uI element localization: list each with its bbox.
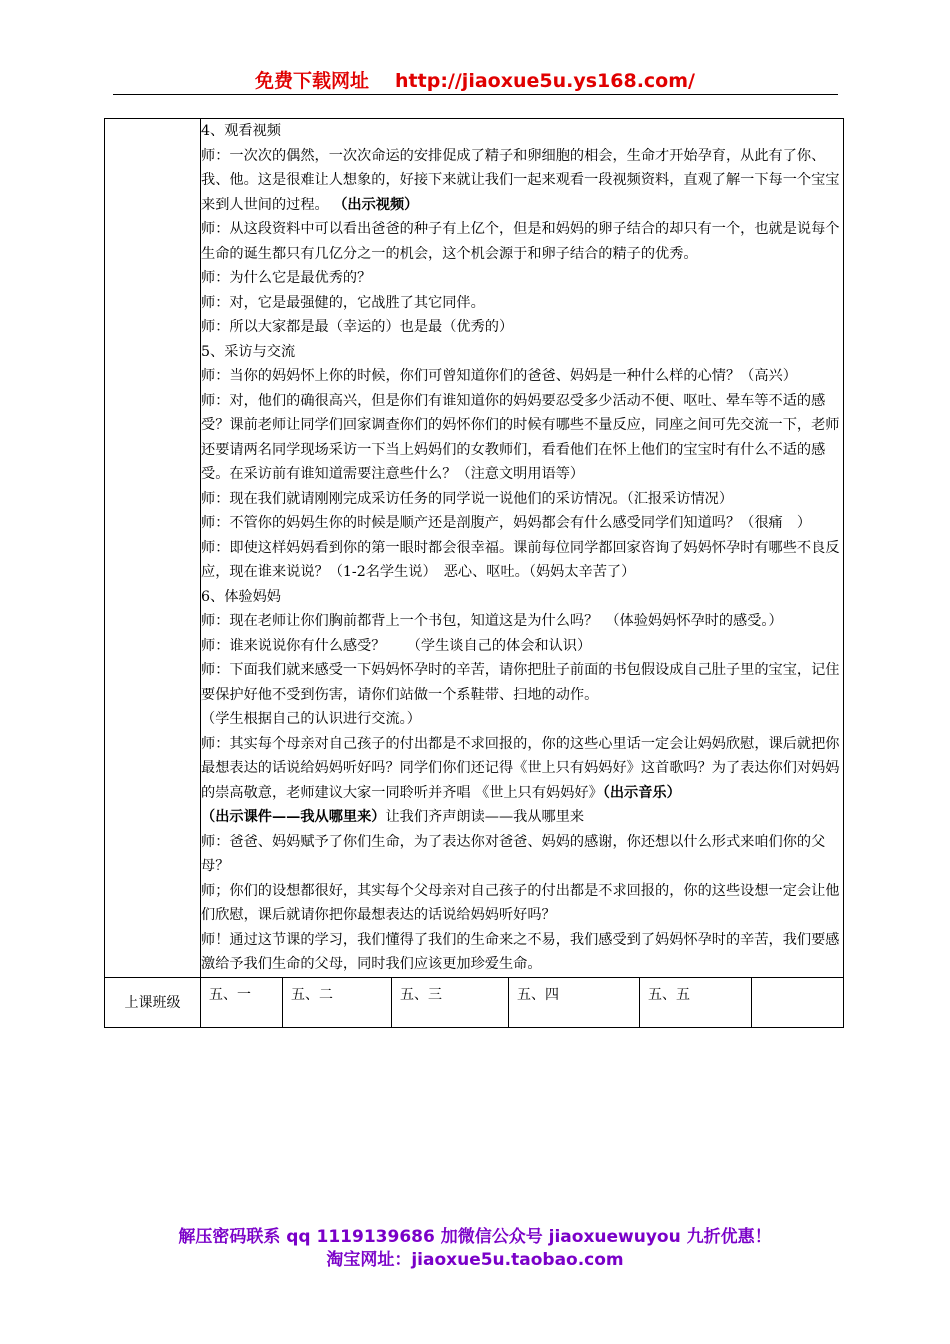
header-label: 免费下载网址	[255, 70, 370, 92]
content-row	[105, 119, 844, 978]
class-cell: 五、二	[283, 977, 392, 1027]
lesson-content	[201, 119, 844, 978]
class-cell: 五、五	[640, 977, 752, 1027]
paragraph: 师：一次次的偶然，一次次命运的安排促成了精子和卵细胞的相会，生命才开始孕育，从此有了你、我、他。这是很难让人想象的，好接下来就让我们一起来观看一段视频资料，直观了解一下每一个宝宝来到人世间的过程。 （出示视频）	[201, 147, 840, 213]
footer-shop-url[interactable]: 淘宝网址：jiaoxue5u.taobao.com	[326, 1250, 624, 1270]
paragraph: 师：对，它是最强健的，它战胜了其它同伴。	[201, 294, 485, 311]
page-header	[0, 66, 950, 93]
paragraph: 师：现在老师让你们胸前都背上一个书包，知道这是为什么吗？ （体验妈妈怀孕时的感受。）	[201, 613, 783, 629]
paragraph: 师；你们的设想都很好，其实每个父母亲对自己孩子的付出都是不求回报的，你的这些设想一定会让他们欣慰，课后就请你把你最想表达的话说给妈妈听好吗？	[201, 882, 840, 923]
section-heading: 4、观看视频	[201, 123, 281, 139]
paragraph: 师：即使这样妈妈看到你的第一眼时都会很幸福。课前每位同学都回家咨询了妈妈怀孕时有哪些不良反应，现在谁来说说？（1-2名学生说） 恶心、呕吐。（妈妈太辛苦了）	[201, 539, 840, 580]
paragraph: 师：爸爸、妈妈赋予了你们生命，为了表达你对爸爸、妈妈的感谢，你还想以什么形式来咱们你的父母？	[201, 833, 826, 874]
class-cell: 五、一	[201, 977, 283, 1027]
paragraph: 师：现在我们就请刚刚完成采访任务的同学说一说他们的采访情况。（汇报采访情况）	[201, 490, 734, 507]
section-heading: 6、体验妈妈	[201, 588, 281, 605]
paragraph: （学生根据自己的认识进行交流。）	[201, 711, 421, 727]
paragraph: 师：谁来说说你有什么感受？ （学生谈自己的体会和认识）	[201, 637, 592, 654]
section-heading: 5、采访与交流	[201, 343, 296, 360]
class-cell: 五、四	[509, 977, 640, 1027]
paragraph: 师：当你的妈妈怀上你的时候，你们可曾知道你们的爸爸、妈妈是一种什么样的心情？（高兴）	[201, 368, 797, 384]
class-cell: 五、三	[392, 977, 509, 1027]
paragraph: 师：下面我们就来感受一下妈妈怀孕时的辛苦，请你把肚子前面的书包假设成自己肚子里的宝宝，记住要保护好他不受到伤害，请你们站做一个系鞋带、扫地的动作。	[201, 662, 840, 703]
header-url[interactable]: http://jiaoxue5u.ys168.com/	[395, 70, 695, 92]
paragraph: 师：其实每个母亲对自己孩子的付出都是不求回报的，你的这些心里话一定会让妈妈欣慰，课后就把你最想表达的话说给妈妈听好吗？同学们你们还记得《世上只有妈妈好》这首歌吗？为了表达你们对妈妈的崇高敬意，老师建议大家一同聆听并齐唱 《世上只有妈妈好》（出示音乐）	[201, 735, 840, 801]
paragraph: 师！通过这节课的学习，我们懂得了我们的生命来之不易，我们感受到了妈妈怀孕时的辛苦，我们要感激给予我们生命的父母，同时我们应该更加珍爱生命。	[201, 931, 840, 972]
paragraph: 师：所以大家都是最（幸运的）也是最（优秀的）	[201, 319, 514, 335]
empty-label-cell	[105, 119, 201, 978]
paragraph: 师：为什么它是最优秀的？	[201, 270, 372, 286]
class-row	[105, 977, 844, 1027]
lesson-table	[104, 118, 844, 1028]
paragraph: （出示课件——我从哪里来）让我们齐声朗读——我从哪里来	[201, 809, 585, 825]
class-row-label: 上课班级	[105, 977, 201, 1027]
header-divider	[113, 94, 838, 95]
paragraph: 师：对，他们的确很高兴，但是你们有谁知道你的妈妈要忍受多少活动不便、呕吐、晕车等不适的感受？课前老师让同学们回家调查你们的妈怀你们的时候有哪些不量反应，同座之间可先交流一下，老师还要请两名同学现场采访一下当上妈妈们的女教师们，看看他们在怀上他们的宝宝时有什么不适的感受。在采访前有谁知道需要注意些什么？（注意文明用语等）	[201, 392, 840, 482]
paragraph: 师：从这段资料中可以看出爸爸的种子有上亿个，但是和妈妈的卵子结合的却只有一个，也就是说每个生命的诞生都只有几亿分之一的机会，这个机会源于和卵子结合的精子的优秀。	[201, 221, 840, 262]
class-cell	[752, 977, 844, 1027]
paragraph: 师：不管你的妈妈生你的时候是顺产还是剖腹产，妈妈都会有什么感受同学们知道吗？（很痛 ）	[201, 515, 812, 531]
footer-contact: 解压密码联系 qq 1119139686 加微信公众号 jiaoxuewuyou 九折优惠！	[178, 1227, 772, 1247]
